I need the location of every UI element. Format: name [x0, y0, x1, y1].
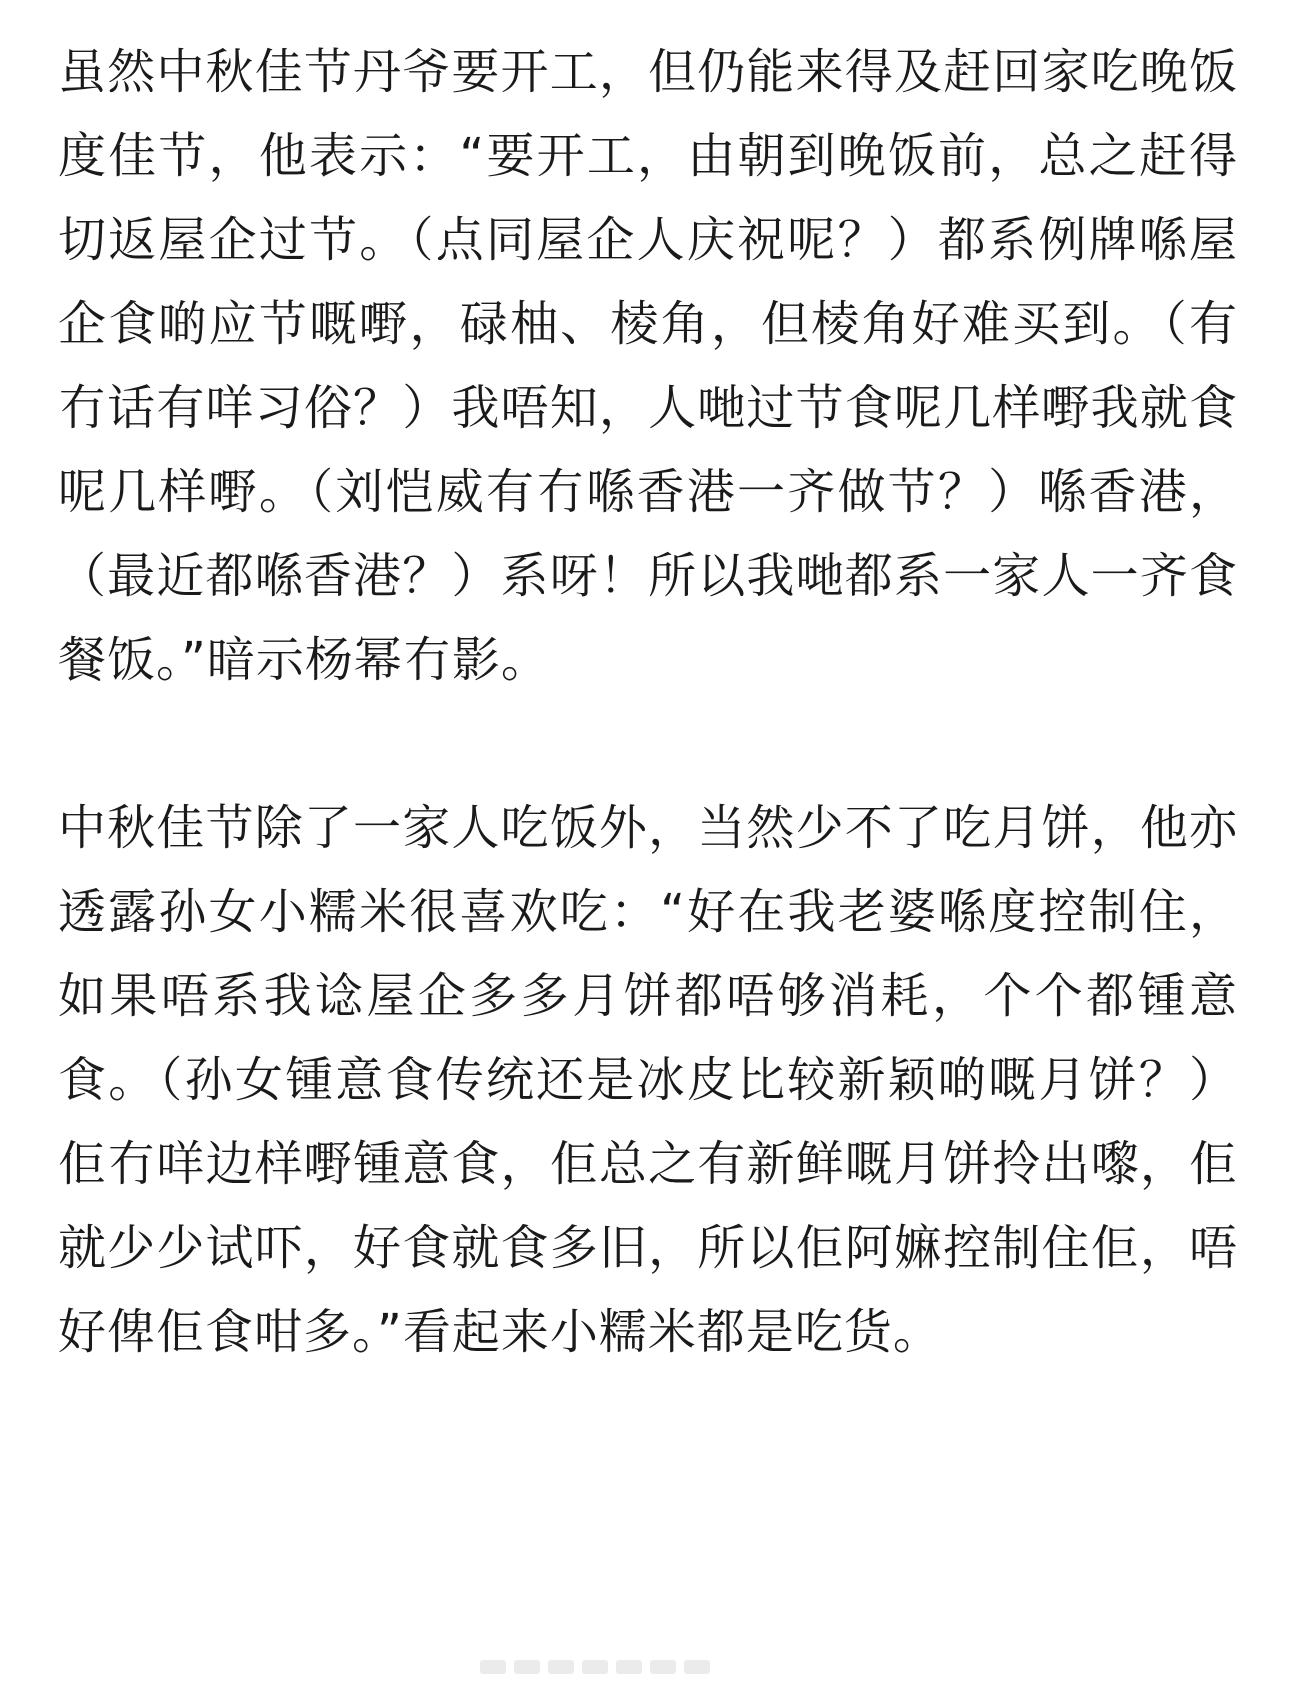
watermark-block [480, 1660, 506, 1674]
article-paragraph-2: 中秋佳节除了一家人吃饭外，当然少不了吃月饼，他亦透露孙女小糯米很喜欢吃：“好在我老婆喺度控制住，如果唔系我谂屋企多多月饼都唔够消耗，个个都锺意食。（孙女锺意食传统还是冰皮比较新颖啲嘅月饼？）佢冇咩边样嘢锺意食，佢总之有新鲜嘅月饼拎出嚟，佢就少少试吓，好食就食多旧，所以佢阿嫲控制住佢，唔好俾佢食咁多。”看起来小糯米都是吃货。 [58, 800, 1238, 1360]
watermark-block [582, 1660, 608, 1674]
article-paragraph-1: 虽然中秋佳节丹爷要开工，但仍能来得及赶回家吃晚饭度佳节，他表示：“要开工，由朝到晚饭前，总之赶得切返屋企过节。（点同屋企人庆祝呢？）都系例牌喺屋企食啲应节嘅嘢，碌柚、棱角，但棱角好难买到。（有冇话有咩习俗？）我唔知，人哋过节食呢几样嘢我就食呢几样嘢。（刘恺威有冇喺香港一齐做节？）喺香港，（最近都喺香港？）系呀！所以我哋都系一家人一齐食餐饭。”暗示杨幂冇影。 [58, 44, 1238, 688]
watermark-block [514, 1660, 540, 1674]
watermark-block [616, 1660, 642, 1674]
watermark-decoration [480, 1655, 740, 1679]
article-body [58, 30, 1238, 1374]
watermark-block [548, 1660, 574, 1674]
watermark-block [684, 1660, 710, 1674]
watermark-block [650, 1660, 676, 1674]
